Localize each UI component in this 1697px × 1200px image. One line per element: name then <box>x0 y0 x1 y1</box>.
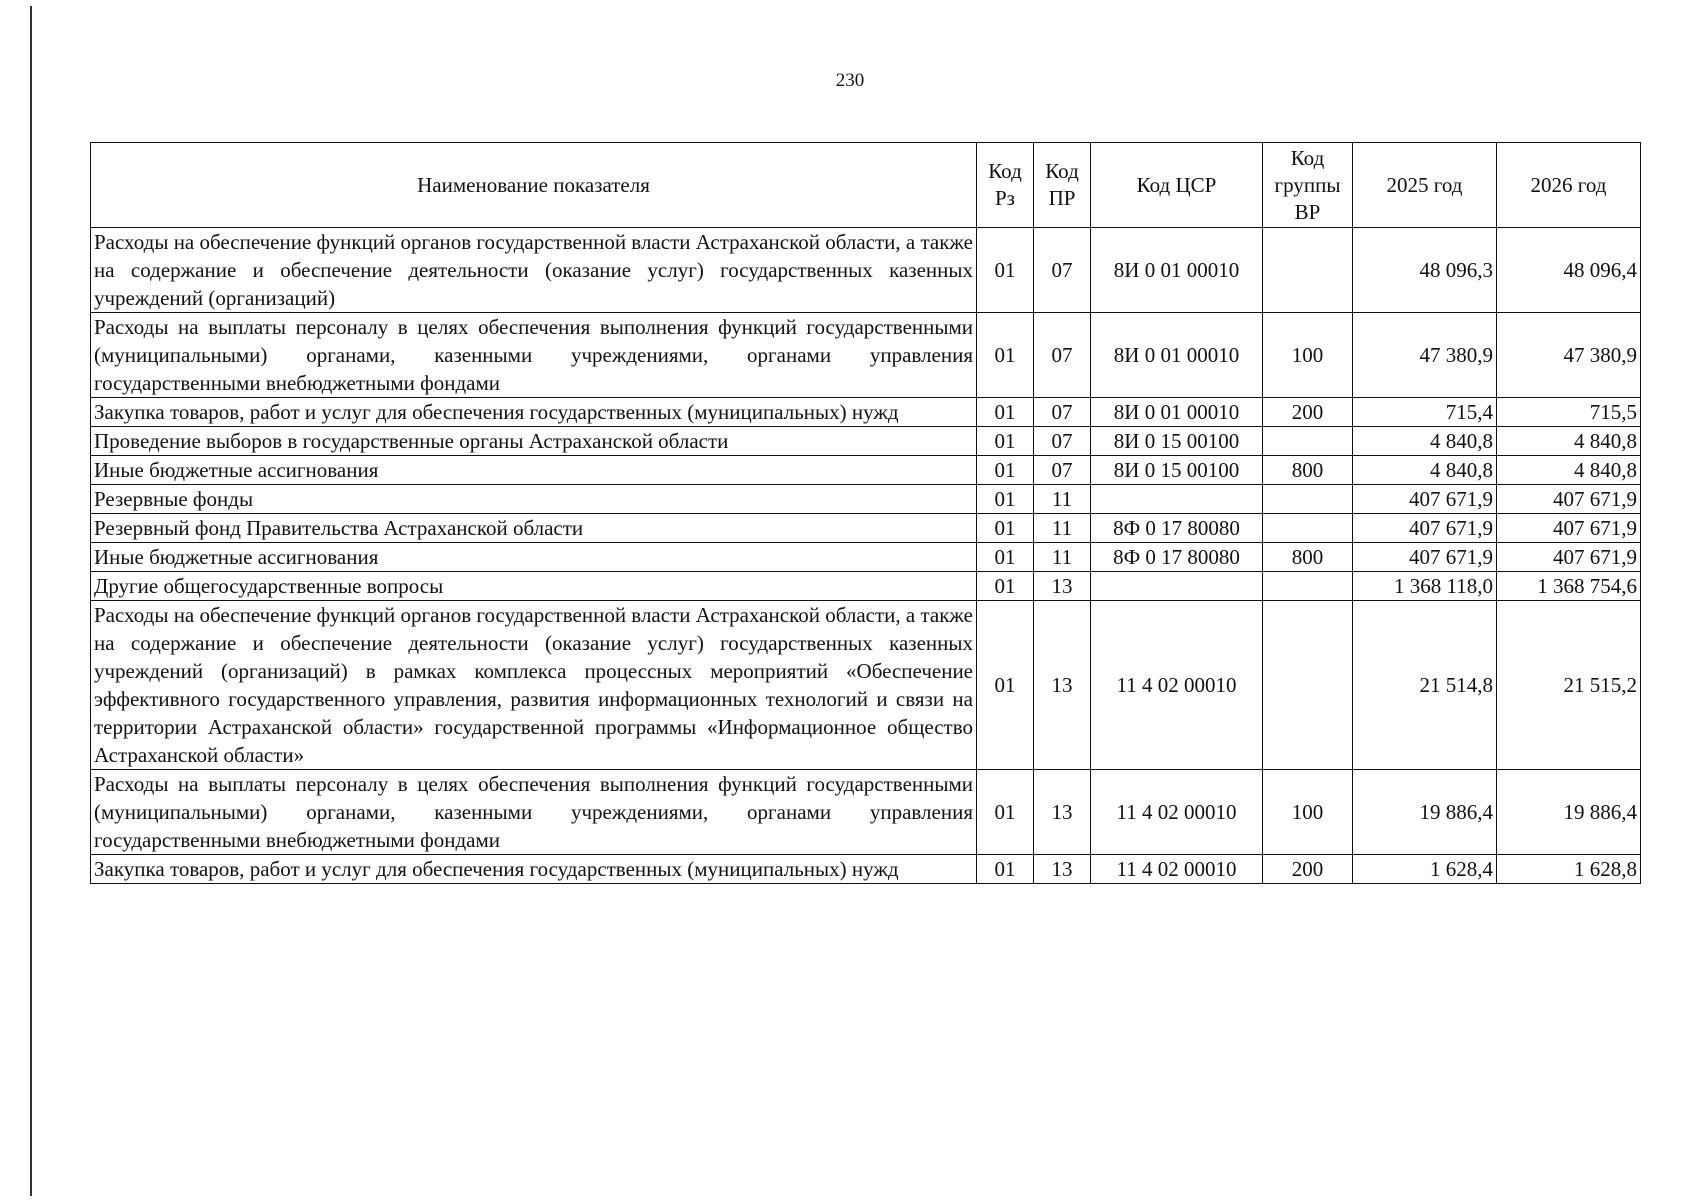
row-code-csr: 8И 0 01 00010 <box>1091 313 1263 398</box>
row-value-2025: 407 671,9 <box>1353 543 1497 572</box>
row-code-vr: 800 <box>1263 456 1353 485</box>
page-number: 230 <box>835 70 865 91</box>
row-code-vr: 200 <box>1263 855 1353 884</box>
row-code-pr: 13 <box>1034 601 1091 770</box>
row-value-2025: 47 380,9 <box>1353 313 1497 398</box>
row-value-2026: 1 368 754,6 <box>1497 572 1641 601</box>
table-header-row <box>91 143 1641 228</box>
header-csr: Код ЦСР <box>1091 143 1263 228</box>
row-code-pr: 13 <box>1034 855 1091 884</box>
row-code-vr <box>1263 601 1353 770</box>
row-code-rz: 01 <box>977 427 1034 456</box>
row-value-2026: 21 515,2 <box>1497 601 1641 770</box>
table-row <box>91 398 1641 427</box>
row-value-2025: 21 514,8 <box>1353 601 1497 770</box>
row-code-csr: 8И 0 15 00100 <box>1091 456 1263 485</box>
row-code-pr: 07 <box>1034 456 1091 485</box>
row-name: Расходы на обеспечение функций органов государственной власти Астраханской области, а также на содержание и обеспечение деятельности (оказание услуг) государственных казенных учреждений (организаций) <box>91 228 977 313</box>
row-value-2025: 4 840,8 <box>1353 456 1497 485</box>
row-code-pr: 07 <box>1034 228 1091 313</box>
row-code-pr: 07 <box>1034 398 1091 427</box>
row-code-rz: 01 <box>977 572 1034 601</box>
row-code-rz: 01 <box>977 313 1034 398</box>
row-code-pr: 11 <box>1034 485 1091 514</box>
table-row <box>91 770 1641 855</box>
row-code-csr: 8Ф 0 17 80080 <box>1091 514 1263 543</box>
row-code-rz: 01 <box>977 398 1034 427</box>
row-code-csr <box>1091 485 1263 514</box>
row-name: Закупка товаров, работ и услуг для обеспечения государственных (муниципальных) нужд <box>91 398 977 427</box>
row-code-pr: 07 <box>1034 427 1091 456</box>
binding-line <box>30 6 32 1196</box>
row-code-csr <box>1091 572 1263 601</box>
table-row <box>91 313 1641 398</box>
header-pr: Код ПР <box>1034 143 1091 228</box>
row-code-csr: 11 4 02 00010 <box>1091 601 1263 770</box>
row-code-vr: 100 <box>1263 770 1353 855</box>
row-code-rz: 01 <box>977 601 1034 770</box>
row-value-2026: 715,5 <box>1497 398 1641 427</box>
row-code-vr <box>1263 485 1353 514</box>
row-value-2026: 19 886,4 <box>1497 770 1641 855</box>
row-value-2025: 407 671,9 <box>1353 514 1497 543</box>
row-code-pr: 11 <box>1034 543 1091 572</box>
row-value-2026: 47 380,9 <box>1497 313 1641 398</box>
row-code-vr <box>1263 427 1353 456</box>
row-name: Расходы на обеспечение функций органов государственной власти Астраханской области, а также на содержание и обеспечение деятельности (оказание услуг) государственных казенных учреждений (организаций) в рамках комплекса процессных мероприятий «Обеспечение эффективного государственного управления, развития информационных технологий и связи на территории Астраханской области» государственной программы «Информационное общество Астраханской области» <box>91 601 977 770</box>
table-row <box>91 601 1641 770</box>
row-name: Иные бюджетные ассигнования <box>91 543 977 572</box>
row-value-2025: 1 368 118,0 <box>1353 572 1497 601</box>
table-row <box>91 228 1641 313</box>
row-value-2025: 1 628,4 <box>1353 855 1497 884</box>
row-code-vr <box>1263 228 1353 313</box>
row-code-vr: 800 <box>1263 543 1353 572</box>
header-name: Наименование показателя <box>91 143 977 228</box>
table-row <box>91 572 1641 601</box>
row-name: Проведение выборов в государственные органы Астраханской области <box>91 427 977 456</box>
row-value-2026: 4 840,8 <box>1497 456 1641 485</box>
row-code-csr: 8И 0 01 00010 <box>1091 228 1263 313</box>
row-code-vr: 100 <box>1263 313 1353 398</box>
table-row <box>91 456 1641 485</box>
row-code-pr: 13 <box>1034 572 1091 601</box>
table-row <box>91 485 1641 514</box>
row-name: Резервные фонды <box>91 485 977 514</box>
table-row <box>91 855 1641 884</box>
row-value-2025: 4 840,8 <box>1353 427 1497 456</box>
row-name: Расходы на выплаты персоналу в целях обеспечения выполнения функций государственными (муниципальными) органами, казенными учреждениями, органами управления государственными внебюджетными фондами <box>91 770 977 855</box>
row-code-pr: 13 <box>1034 770 1091 855</box>
row-code-rz: 01 <box>977 228 1034 313</box>
header-rz: Код Рз <box>977 143 1034 228</box>
row-code-rz: 01 <box>977 485 1034 514</box>
row-code-rz: 01 <box>977 770 1034 855</box>
header-2025: 2025 год <box>1353 143 1497 228</box>
row-code-csr: 8И 0 15 00100 <box>1091 427 1263 456</box>
row-code-csr: 8Ф 0 17 80080 <box>1091 543 1263 572</box>
row-code-pr: 07 <box>1034 313 1091 398</box>
table-row <box>91 427 1641 456</box>
row-value-2026: 407 671,9 <box>1497 543 1641 572</box>
row-name: Резервный фонд Правительства Астраханской области <box>91 514 977 543</box>
row-code-vr <box>1263 572 1353 601</box>
row-name: Иные бюджетные ассигнования <box>91 456 977 485</box>
row-code-csr: 8И 0 01 00010 <box>1091 398 1263 427</box>
row-name: Расходы на выплаты персоналу в целях обеспечения выполнения функций государственными (муниципальными) органами, казенными учреждениями, органами управления государственными внебюджетными фондами <box>91 313 977 398</box>
row-value-2026: 1 628,8 <box>1497 855 1641 884</box>
header-vr: Код группы ВР <box>1263 143 1353 228</box>
row-code-rz: 01 <box>977 543 1034 572</box>
row-value-2026: 4 840,8 <box>1497 427 1641 456</box>
row-value-2025: 407 671,9 <box>1353 485 1497 514</box>
row-name: Закупка товаров, работ и услуг для обеспечения государственных (муниципальных) нужд <box>91 855 977 884</box>
row-code-rz: 01 <box>977 514 1034 543</box>
row-value-2025: 19 886,4 <box>1353 770 1497 855</box>
row-value-2026: 407 671,9 <box>1497 514 1641 543</box>
row-value-2026: 407 671,9 <box>1497 485 1641 514</box>
header-2026: 2026 год <box>1497 143 1641 228</box>
row-code-rz: 01 <box>977 456 1034 485</box>
row-code-pr: 11 <box>1034 514 1091 543</box>
row-code-csr: 11 4 02 00010 <box>1091 855 1263 884</box>
budget-table <box>90 142 1641 884</box>
row-code-csr: 11 4 02 00010 <box>1091 770 1263 855</box>
table-row <box>91 514 1641 543</box>
table-row <box>91 543 1641 572</box>
row-code-vr: 200 <box>1263 398 1353 427</box>
row-value-2026: 48 096,4 <box>1497 228 1641 313</box>
row-value-2025: 48 096,3 <box>1353 228 1497 313</box>
row-code-vr <box>1263 514 1353 543</box>
row-value-2025: 715,4 <box>1353 398 1497 427</box>
row-name: Другие общегосударственные вопросы <box>91 572 977 601</box>
row-code-rz: 01 <box>977 855 1034 884</box>
